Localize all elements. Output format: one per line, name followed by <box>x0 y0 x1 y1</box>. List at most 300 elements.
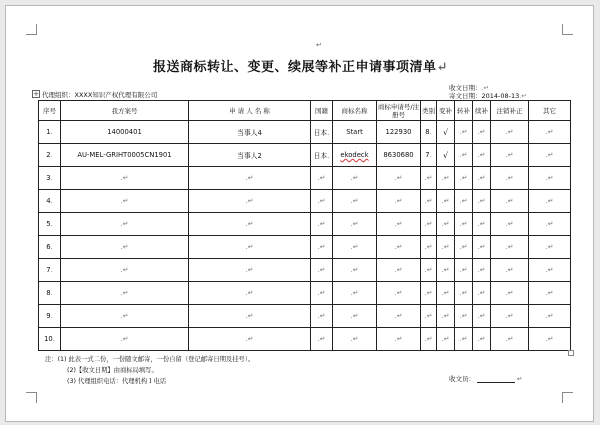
header-no: 序号 <box>39 101 61 121</box>
empty-cell-mark: .↵ <box>350 266 359 274</box>
cell-nationality[interactable] <box>311 190 333 213</box>
cell-reg-no[interactable] <box>377 236 421 259</box>
table-move-handle-icon[interactable]: + <box>33 90 39 98</box>
empty-cell-mark: .↵ <box>441 312 450 320</box>
cell-transfer[interactable] <box>455 190 473 213</box>
cell-reg-no[interactable] <box>377 144 421 167</box>
agent-org-label: 代理组织：XXXX知识产权代理有限公司 <box>42 91 158 99</box>
header-reg-no: 商标申请号/注册号 <box>377 102 420 119</box>
cell-value: 3 <box>46 174 51 182</box>
empty-cell-mark: .↵ <box>394 174 403 182</box>
cell-other[interactable] <box>529 167 571 190</box>
cell-class[interactable] <box>421 190 437 213</box>
application-table <box>38 100 571 351</box>
cell-reg-no[interactable] <box>377 328 421 351</box>
empty-cell-mark: .↵ <box>459 335 468 343</box>
cell-mark-name[interactable] <box>333 167 377 190</box>
empty-cell-mark: .↵ <box>505 266 514 274</box>
cell-class[interactable] <box>421 282 437 305</box>
empty-cell-mark: .↵ <box>505 128 514 136</box>
cell-end-mark: . <box>50 243 53 251</box>
document-title[interactable] <box>6 56 595 75</box>
cell-renew[interactable] <box>473 328 491 351</box>
cell-mark-name[interactable] <box>333 213 377 236</box>
cell-transfer[interactable] <box>455 121 473 144</box>
empty-cell-mark: .↵ <box>459 174 468 182</box>
cell-value: 5 <box>46 220 51 228</box>
cell-other[interactable] <box>529 144 571 167</box>
cell-transfer[interactable] <box>455 144 473 167</box>
cell-change[interactable] <box>437 144 455 167</box>
cell-reg-no[interactable] <box>377 259 421 282</box>
send-date-dots: .↵ <box>519 92 527 100</box>
table-row <box>39 328 571 351</box>
cell-cancel[interactable] <box>491 305 529 328</box>
cell-case-no[interactable] <box>61 328 189 351</box>
cell-change[interactable] <box>437 167 455 190</box>
empty-cell-mark: .↵ <box>317 312 326 320</box>
empty-cell-mark: .↵ <box>505 243 514 251</box>
receiver-signature-line[interactable] <box>477 382 515 383</box>
table-row <box>39 144 571 167</box>
empty-cell-mark: .↵ <box>441 197 450 205</box>
header-nationality: 国籍 <box>311 101 333 121</box>
empty-cell-mark: .↵ <box>545 128 554 136</box>
cell-applicant[interactable] <box>189 259 311 282</box>
empty-cell-mark: .↵ <box>441 266 450 274</box>
cell-nationality[interactable] <box>311 259 333 282</box>
cell-value: 日本 <box>313 152 328 160</box>
cell-change[interactable] <box>437 213 455 236</box>
empty-cell-mark: .↵ <box>317 266 326 274</box>
cell-class[interactable] <box>421 328 437 351</box>
cell-end-mark: . <box>50 174 53 182</box>
document-page <box>5 5 594 422</box>
empty-cell-mark: .↵ <box>505 174 514 182</box>
cell-other[interactable] <box>529 190 571 213</box>
empty-cell-mark: .↵ <box>505 197 514 205</box>
empty-cell-mark: .↵ <box>245 197 254 205</box>
cell-transfer[interactable] <box>455 236 473 259</box>
cell-applicant[interactable] <box>189 305 311 328</box>
empty-cell-mark: .↵ <box>317 174 326 182</box>
cell-applicant[interactable] <box>189 236 311 259</box>
cell-case-no[interactable] <box>61 259 189 282</box>
cell-nationality[interactable] <box>311 305 333 328</box>
receiver-field <box>449 374 522 383</box>
empty-cell-mark: .↵ <box>245 312 254 320</box>
cell-renew[interactable] <box>473 305 491 328</box>
empty-cell-mark: .↵ <box>459 289 468 297</box>
empty-cell-mark: .↵ <box>545 151 554 159</box>
cell-class[interactable] <box>421 213 437 236</box>
empty-cell-mark: .↵ <box>394 266 403 274</box>
table-row <box>39 236 571 259</box>
table-row <box>39 282 571 305</box>
empty-cell-mark: .↵ <box>394 220 403 228</box>
cell-mark-name[interactable] <box>333 259 377 282</box>
cell-nationality[interactable] <box>311 236 333 259</box>
cell-other[interactable] <box>529 213 571 236</box>
empty-cell-mark: .↵ <box>545 266 554 274</box>
cell-no[interactable] <box>39 190 61 213</box>
cell-reg-no[interactable] <box>377 167 421 190</box>
empty-cell-mark: .↵ <box>245 174 254 182</box>
cell-change[interactable] <box>437 328 455 351</box>
cell-value: 14000401 <box>107 128 142 136</box>
cell-reg-no[interactable] <box>377 305 421 328</box>
cell-applicant[interactable] <box>189 213 311 236</box>
header-class: 类别 <box>421 101 437 121</box>
cell-value: 日本 <box>313 129 328 137</box>
cell-end-mark: . <box>50 128 53 136</box>
empty-cell-mark: .↵ <box>317 243 326 251</box>
cell-no[interactable] <box>39 328 61 351</box>
empty-cell-mark: .↵ <box>424 197 433 205</box>
cell-other[interactable] <box>529 121 571 144</box>
send-date-text: 寄文日期：2014-08-13 <box>449 92 520 100</box>
empty-cell-mark: .↵ <box>505 289 514 297</box>
cell-end-mark: . <box>50 266 53 274</box>
empty-cell-mark: .↵ <box>424 266 433 274</box>
cell-cancel[interactable] <box>491 121 529 144</box>
empty-cell-mark: .↵ <box>545 174 554 182</box>
cell-renew[interactable] <box>473 167 491 190</box>
cell-value: ekodeck <box>340 151 369 159</box>
cell-no[interactable] <box>39 259 61 282</box>
empty-cell-mark: .↵ <box>459 266 468 274</box>
cell-value: 8 <box>46 289 51 297</box>
cell-applicant[interactable] <box>189 167 311 190</box>
empty-cell-mark: .↵ <box>317 197 326 205</box>
cell-value: 当事人2 <box>237 152 262 160</box>
cell-mark-name[interactable] <box>333 328 377 351</box>
cell-end-mark: . <box>327 152 330 160</box>
cell-class[interactable] <box>421 144 437 167</box>
footnotes <box>45 354 254 387</box>
empty-cell-mark: .↵ <box>120 312 129 320</box>
cell-class[interactable] <box>421 236 437 259</box>
cell-value: AU-MEL-GRIHT0005CN1901 <box>77 151 172 159</box>
cell-nationality[interactable] <box>311 121 333 144</box>
cell-change[interactable] <box>437 259 455 282</box>
cell-mark-name[interactable] <box>333 236 377 259</box>
cell-end-mark: . <box>50 289 53 297</box>
empty-cell-mark: .↵ <box>394 243 403 251</box>
cell-class[interactable] <box>421 121 437 144</box>
empty-cell-mark: .↵ <box>120 197 129 205</box>
cell-reg-no[interactable] <box>377 282 421 305</box>
table-row <box>39 213 571 236</box>
empty-cell-mark: .↵ <box>441 174 450 182</box>
empty-cell-mark: .↵ <box>350 312 359 320</box>
cell-transfer[interactable] <box>455 167 473 190</box>
cell-case-no[interactable] <box>61 236 189 259</box>
empty-cell-mark: .↵ <box>394 312 403 320</box>
cell-case-no[interactable] <box>61 167 189 190</box>
empty-cell-mark: .↵ <box>394 335 403 343</box>
cell-applicant[interactable] <box>189 190 311 213</box>
empty-cell-mark: .↵ <box>424 289 433 297</box>
empty-cell-mark: .↵ <box>477 243 486 251</box>
cell-renew[interactable] <box>473 190 491 213</box>
cell-cancel[interactable] <box>491 190 529 213</box>
table-row <box>39 305 571 328</box>
empty-cell-mark: .↵ <box>505 220 514 228</box>
empty-cell-mark: .↵ <box>350 243 359 251</box>
empty-cell-mark: .↵ <box>120 174 129 182</box>
cell-value: 7 <box>425 151 430 159</box>
cell-case-no[interactable] <box>61 144 189 167</box>
cell-change[interactable] <box>437 282 455 305</box>
empty-cell-mark: .↵ <box>120 289 129 297</box>
cell-cancel[interactable] <box>491 167 529 190</box>
empty-cell-mark: .↵ <box>424 243 433 251</box>
empty-cell-mark: .↵ <box>441 220 450 228</box>
cell-case-no[interactable] <box>61 121 189 144</box>
cell-mark-name[interactable] <box>333 144 377 167</box>
cell-value: 10 <box>44 335 53 343</box>
title-text: 报送商标转让、变更、续展等补正申请事项清单 <box>153 60 437 75</box>
header-transfer: 转补 <box>455 101 473 121</box>
cell-renew[interactable] <box>473 236 491 259</box>
empty-cell-mark: .↵ <box>317 220 326 228</box>
cell-nationality[interactable] <box>311 144 333 167</box>
empty-cell-mark: .↵ <box>317 289 326 297</box>
note-line-3: (3) 代理组织电话：代理机构１电话 <box>67 378 167 385</box>
empty-cell-mark: .↵ <box>441 289 450 297</box>
cell-value: 1 <box>46 128 51 136</box>
empty-cell-mark: .↵ <box>505 312 514 320</box>
receiver-label: 收文员： <box>449 375 475 383</box>
cell-value: 8 <box>425 128 430 136</box>
cell-case-no[interactable] <box>61 305 189 328</box>
cell-applicant[interactable] <box>189 121 311 144</box>
cell-value: 8630680 <box>383 151 414 159</box>
cell-case-no[interactable] <box>61 213 189 236</box>
cell-end-mark: . <box>52 335 55 343</box>
cell-reg-no[interactable] <box>377 121 421 144</box>
table-row <box>39 121 571 144</box>
cell-end-mark: . <box>50 220 53 228</box>
cell-end-mark: . <box>50 151 53 159</box>
empty-cell-mark: .↵ <box>350 174 359 182</box>
empty-cell-mark: .↵ <box>477 289 486 297</box>
empty-cell-mark: .↵ <box>424 335 433 343</box>
empty-cell-mark: .↵ <box>350 220 359 228</box>
empty-cell-mark: .↵ <box>245 335 254 343</box>
cell-renew[interactable] <box>473 144 491 167</box>
table-row <box>39 259 571 282</box>
empty-cell-mark: .↵ <box>350 197 359 205</box>
cell-cancel[interactable] <box>491 282 529 305</box>
cell-value: Start <box>346 128 363 136</box>
empty-cell-mark: .↵ <box>424 174 433 182</box>
empty-cell-mark: .↵ <box>459 128 468 136</box>
empty-cell-mark: .↵ <box>245 243 254 251</box>
cell-transfer[interactable] <box>455 328 473 351</box>
cell-change[interactable] <box>437 190 455 213</box>
cell-change[interactable] <box>437 236 455 259</box>
cell-other[interactable] <box>529 236 571 259</box>
header-mark-name: 商标名称 <box>333 101 377 121</box>
cell-mark-name[interactable] <box>333 282 377 305</box>
note-line-2: (2)【收文日期】由商标局填写。 <box>67 367 158 374</box>
empty-cell-mark: .↵ <box>459 220 468 228</box>
empty-cell-mark: .↵ <box>505 151 514 159</box>
cell-cancel[interactable] <box>491 213 529 236</box>
header-case-no: 我方案号 <box>61 101 189 121</box>
cell-cancel[interactable] <box>491 328 529 351</box>
empty-cell-mark: .↵ <box>245 266 254 274</box>
title-paragraph-mark: ↵ <box>436 60 448 75</box>
empty-cell-mark: .↵ <box>545 335 554 343</box>
receive-date-text: 收文日期： <box>449 84 482 92</box>
table-header-row <box>39 101 571 121</box>
header-change: 变补 <box>437 101 455 121</box>
header-applicant: 申 请 人 名 称 <box>189 101 311 121</box>
cell-mark-name[interactable] <box>333 190 377 213</box>
cell-change[interactable] <box>437 305 455 328</box>
cell-renew[interactable] <box>473 259 491 282</box>
send-date-label <box>449 91 527 100</box>
empty-cell-mark: .↵ <box>394 197 403 205</box>
cell-value: 7 <box>46 266 51 274</box>
cell-cancel[interactable] <box>491 259 529 282</box>
cell-end-mark: . <box>50 197 53 205</box>
cell-transfer[interactable] <box>455 305 473 328</box>
cell-reg-no[interactable] <box>377 190 421 213</box>
margin-corner-mark <box>26 24 37 35</box>
empty-cell-mark: .↵ <box>459 151 468 159</box>
cell-value: 6 <box>46 243 51 251</box>
empty-cell-mark: .↵ <box>459 243 468 251</box>
cell-no[interactable] <box>39 282 61 305</box>
cell-no[interactable] <box>39 121 61 144</box>
paragraph-mark: ↵ <box>316 41 322 49</box>
cell-class[interactable] <box>421 259 437 282</box>
cell-nationality[interactable] <box>311 328 333 351</box>
cell-end-mark: . <box>429 128 432 136</box>
cell-value: 当事人4 <box>237 129 262 137</box>
cell-no[interactable] <box>39 305 61 328</box>
cell-other[interactable] <box>529 259 571 282</box>
cell-applicant[interactable] <box>189 282 311 305</box>
cell-nationality[interactable] <box>311 167 333 190</box>
cell-applicant[interactable] <box>189 144 311 167</box>
empty-cell-mark: .↵ <box>120 335 129 343</box>
cell-case-no[interactable] <box>61 190 189 213</box>
empty-cell-mark: .↵ <box>545 312 554 320</box>
empty-cell-mark: .↵ <box>350 335 359 343</box>
cell-reg-no[interactable] <box>377 213 421 236</box>
cell-no[interactable] <box>39 213 61 236</box>
empty-cell-mark: .↵ <box>120 243 129 251</box>
cell-cancel[interactable] <box>491 144 529 167</box>
table-resize-handle[interactable] <box>568 350 574 356</box>
empty-cell-mark: .↵ <box>120 220 129 228</box>
cell-value: 9 <box>46 312 51 320</box>
header-other: 其它 <box>529 101 571 121</box>
empty-cell-mark: .↵ <box>245 220 254 228</box>
cell-end-mark: . <box>50 312 53 320</box>
cell-end-mark: . <box>429 151 432 159</box>
cell-value: 2 <box>46 151 51 159</box>
empty-cell-mark: .↵ <box>120 266 129 274</box>
cell-case-no[interactable] <box>61 282 189 305</box>
empty-cell-mark: .↵ <box>350 289 359 297</box>
cell-nationality[interactable] <box>311 213 333 236</box>
margin-corner-mark <box>562 392 573 403</box>
empty-cell-mark: .↵ <box>545 197 554 205</box>
cell-value: 4 <box>46 197 51 205</box>
empty-cell-mark: .↵ <box>424 312 433 320</box>
cell-transfer[interactable] <box>455 282 473 305</box>
empty-cell-mark: .↵ <box>477 312 486 320</box>
cell-renew[interactable] <box>473 121 491 144</box>
margin-corner-mark <box>562 24 573 35</box>
empty-cell-mark: .↵ <box>317 335 326 343</box>
cell-value: √ <box>442 150 449 160</box>
cell-no[interactable] <box>39 144 61 167</box>
margin-corner-mark <box>26 392 37 403</box>
cell-renew[interactable] <box>473 213 491 236</box>
cell-end-mark: . <box>327 129 330 137</box>
cell-value: √ <box>442 127 449 137</box>
cell-class[interactable] <box>421 305 437 328</box>
cell-renew[interactable] <box>473 282 491 305</box>
empty-cell-mark: .↵ <box>545 220 554 228</box>
table-row <box>39 190 571 213</box>
empty-cell-mark: .↵ <box>477 151 486 159</box>
cell-mark-name[interactable] <box>333 121 377 144</box>
cell-other[interactable] <box>529 282 571 305</box>
cell-other[interactable] <box>529 305 571 328</box>
cell-no[interactable] <box>39 236 61 259</box>
note-line-1: 注：(1) 此表一式二份，一份随文邮寄，一份自留（登记邮寄日期及挂号）。 <box>45 356 255 363</box>
empty-cell-mark: .↵ <box>505 335 514 343</box>
cell-applicant[interactable] <box>189 328 311 351</box>
empty-cell-mark: .↵ <box>245 289 254 297</box>
cell-nationality[interactable] <box>311 282 333 305</box>
receive-date-dots: .↵ <box>481 84 490 92</box>
cell-transfer[interactable] <box>455 259 473 282</box>
empty-cell-mark: .↵ <box>424 220 433 228</box>
table-row <box>39 167 571 190</box>
empty-cell-mark: .↵ <box>477 220 486 228</box>
empty-cell-mark: .↵ <box>477 197 486 205</box>
empty-cell-mark: .↵ <box>394 289 403 297</box>
empty-cell-mark: .↵ <box>545 289 554 297</box>
empty-cell-mark: .↵ <box>477 266 486 274</box>
receiver-paragraph-mark: ↵ <box>517 375 523 383</box>
cell-other[interactable] <box>529 328 571 351</box>
cell-change[interactable] <box>437 121 455 144</box>
empty-cell-mark: .↵ <box>545 243 554 251</box>
empty-cell-mark: .↵ <box>477 174 486 182</box>
empty-cell-mark: .↵ <box>459 312 468 320</box>
cell-mark-name[interactable] <box>333 305 377 328</box>
cell-no[interactable] <box>39 167 61 190</box>
empty-cell-mark: .↵ <box>459 197 468 205</box>
cell-transfer[interactable] <box>455 213 473 236</box>
cell-class[interactable] <box>421 167 437 190</box>
empty-cell-mark: .↵ <box>441 243 450 251</box>
header-renew: 续补 <box>473 101 491 121</box>
cell-cancel[interactable] <box>491 236 529 259</box>
empty-cell-mark: .↵ <box>477 335 486 343</box>
header-cancel: 注销补正 <box>491 101 529 121</box>
